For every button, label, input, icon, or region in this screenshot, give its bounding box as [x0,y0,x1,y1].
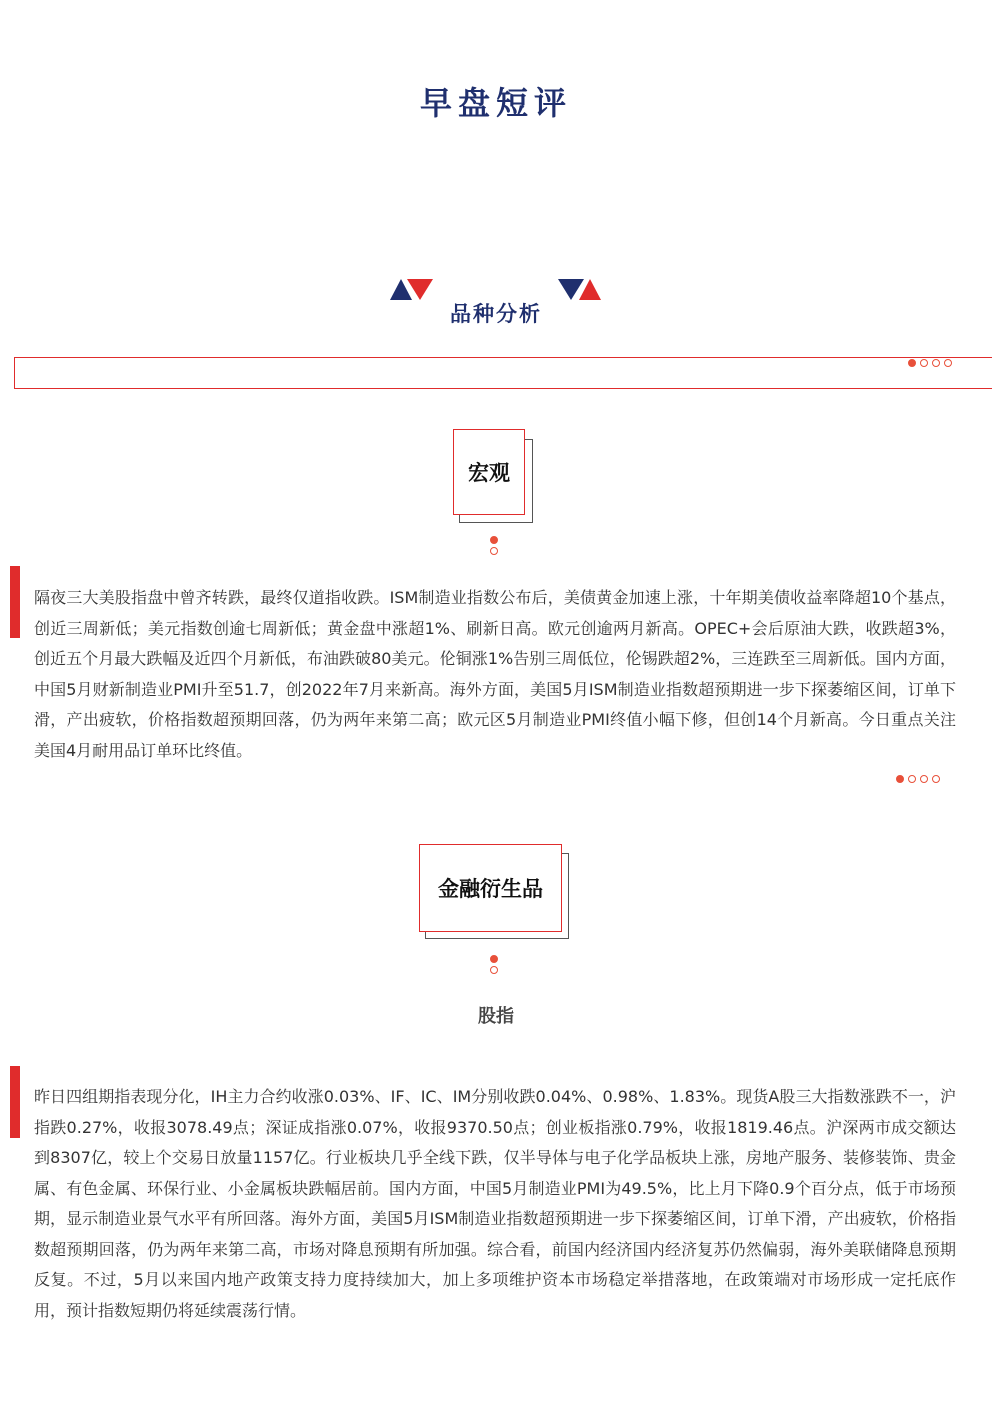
category-derivatives-title: 金融衍生品 [438,877,543,901]
dot-icon [490,547,498,555]
page-title: 早盘短评 [419,84,572,122]
category-macro-box [453,429,525,515]
dot-icon [908,359,916,367]
dot-icon [944,359,952,367]
dots-decoration [908,359,952,367]
category-derivatives-box [419,844,562,932]
dot-icon [908,775,916,783]
category-macro-title: 宏观 [468,461,510,485]
section-title: 品种分析 [450,302,542,326]
section-bar [14,357,992,389]
dot-icon [932,359,940,367]
macro-paragraph: 隔夜三大美股指盘中曾齐转跌，最终仅道指收跌。ISM制造业指数公布后，美债黄金加速上涨，十年期美债收益率降超10个基点，创近三周新低；美元指数创逾七周新低；黄金盘中涨超1%、刷新日高。欧元创逾两月新高。OPEC+会后原油大跌，收跌超3%，创近五个月最大跌幅及近四个月新低，布油跌破80美元。伦铜涨1%告别三周低位，伦锡跌超2%，三连跌至三周新低。国内方面，中国5月财新制造业PMI升至51.7，创2022年7月来新高。海外方面，美国5月ISM制造业指数超预期进一步下探萎缩区间，订单下滑，产出疲软，价格指数超预期回落，仍为两年来第二高；欧元区5月制造业PMI终值小幅下修，但创14个月新高。今日重点关注美国4月耐用品订单环比终值。 [34,588,956,760]
dot-icon [490,966,498,974]
paragraph-marker [10,566,20,638]
derivatives-paragraph: 昨日四组期指表现分化，IH主力合约收涨0.03%、IF、IC、IM分别收跌0.04%、0.98%、1.83%。现货A股三大指数涨跌不一，沪指跌0.27%，收报3078.49点；深证成指涨0.07%，收报9370.50点；创业板指涨0.79%，收报1819.46点。沪深两市成交额达到8307亿，较上个交易日放量1157亿。行业板块几乎全线下跌，仅半导体与电子化学品板块上涨，房地产服务、装修装饰、贵金属、有色金属、环保行业、小金属板块跌幅居前。国内方面，中国5月制造业PMI为49.5%，比上月下降0.9个百分点，低于市场预期，显示制造业景气水平有所回落。海外方面，美国5月ISM制造业指数超预期进一步下探萎缩区间，订单下滑，产出疲软，价格指数超预期回落，仍为两年来第二高，市场对降息预期有所加强。综合看，前国内经济国内经济复苏仍然偏弱，海外美联储降息预期反复。不过，5月以来国内地产政策支持力度持续加大，加上多项维护资本市场稳定举措落地，在政策端对市场形成一定托底作用，预计指数短期仍将延续震荡行情。 [34,1087,956,1320]
vertical-dots-decoration [490,955,498,974]
paragraph-marker [10,1066,20,1138]
dot-icon [490,536,498,544]
subsection-title: 股指 [478,1006,514,1027]
dot-icon [932,775,940,783]
dot-icon [896,775,904,783]
vertical-dots-decoration [490,536,498,555]
dot-icon [920,359,928,367]
dots-decoration [896,775,940,783]
dot-icon [490,955,498,963]
dot-icon [920,775,928,783]
